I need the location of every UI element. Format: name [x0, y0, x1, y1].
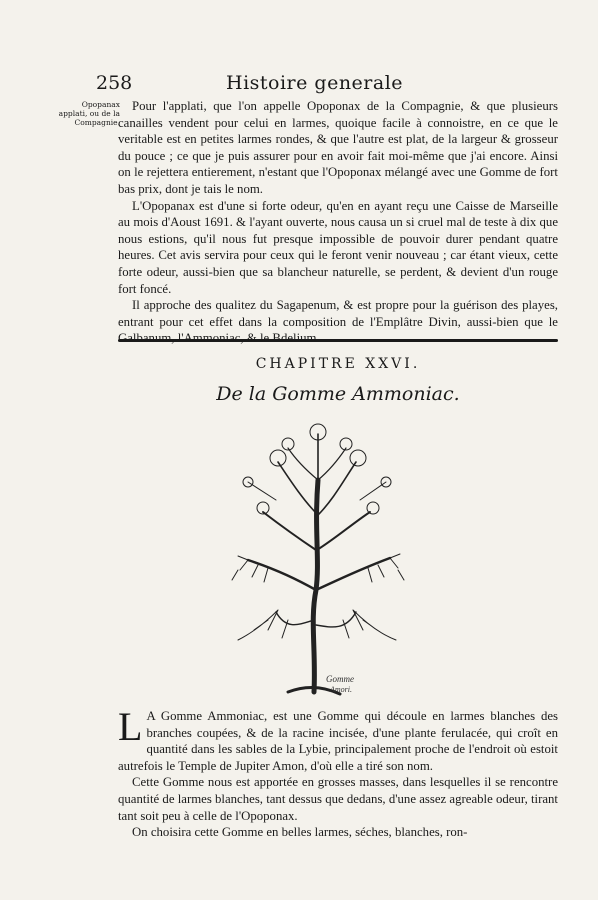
page-header: [96, 72, 556, 98]
ammoniac-plant-illustration: [218, 420, 418, 700]
running-head: Histoire generale: [226, 72, 404, 94]
chapter-subtitle: De la Gomme Ammoniac.: [216, 383, 460, 405]
illustration-caption-2: Amori.: [330, 685, 352, 694]
section-text-top: [118, 98, 558, 347]
section-text-ammoniac: [118, 704, 558, 841]
paragraph-odeur: L'Opopanax est d'une si forte odeur, qu'en en ayant reçu une Caisse de Marseille au mois d'Aoust 1691. & l'ayant ouverte, nous causa un si cruel mal de teste à dix que nous estions, qu'il nous fut presque impossible de pouvoir durer pendant quatre heures. Cet avis servira pour ceux qui le feront venir nouveau ; car étant vieux, cette forte odeur, aussi-bien que sa blancheur naturelle, se perdent, & devient d'un rouge fort foncé.: [118, 198, 558, 296]
chapter-title: CHAPITRE XXVI.: [255, 356, 421, 372]
paragraph-definition-text: A Gomme Ammoniac, est une Gomme qui découle en larmes blanches des branches coupées, & de la racine incisée, d'une plante ferulacée, qui croît en quantité dans les sables de la Lybie, principalement proche de l'endroit où estoit autrefois le Temple de Jupiter Amon, d'où elle a tiré son nom.: [118, 709, 558, 773]
illustration-caption-1: Gomme: [326, 674, 354, 684]
paragraph-applati: Pour l'applati, que l'on appelle Opoponax de la Compagnie, & que plusieurs canailles vendent pour celui en larmes, quoique facile à connoistre, en ce que le veritable est en petites larmes rondes, & que l'autre est plat, de la largeur & grosseur du pouce ; ce que je puis assurer pour en avoir fait moi-même que j'ai encore. Ainsi on le rejettera entierement, n'estant que l'Opoponax mélangé avec une Gomme de fort bas prix, dont je tais le nom.: [118, 99, 558, 196]
paragraph-qualitez: Il approche des qualitez du Sagapenum, & est propre pour la guérison des playes, entrant pour cet effet dans la composition de l'Emplâtre Divin, aussi-bien que le: [118, 298, 558, 329]
drop-cap: L: [118, 704, 143, 749]
paragraph-definition: [118, 704, 558, 774]
paragraph-apportee: Cette Gomme nous est apportée en grosses masses, dans lesquelles il se rencontre quantité de larmes blanches, tant dessus que dedans, d'une assez agreable odeur, tirant tant soit peu à celle de l'Opoponax.: [118, 775, 558, 823]
page-number: 258: [96, 72, 133, 94]
paragraph-choisira: On choisira cette Gomme en belles larmes, séches, blanches, ron-: [132, 825, 468, 840]
margin-note: Opopanax applati, ou de la Compagnie.: [58, 100, 120, 127]
section-divider: [118, 339, 558, 342]
